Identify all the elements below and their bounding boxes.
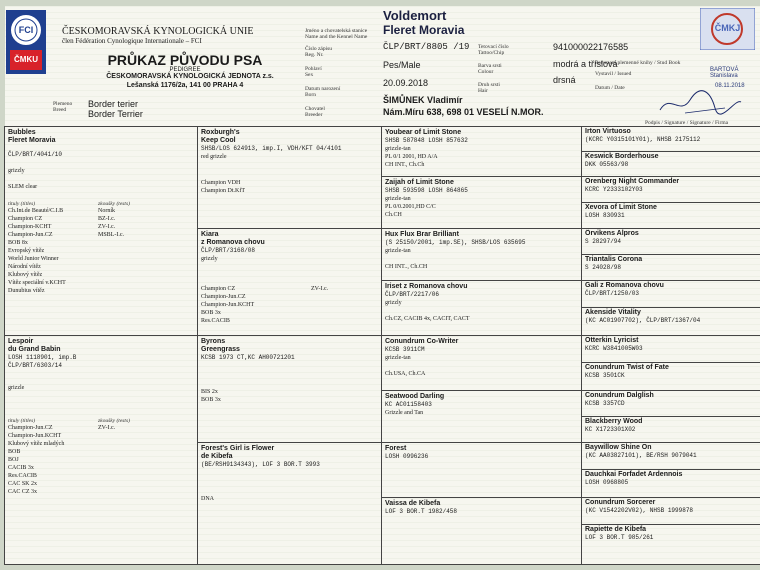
organisation-address: Lešanská 1176/2a, 141 00 PRAHA 4: [126, 82, 244, 89]
grandparent-4: Forest's Girl is Flower de Kibefa (BE/RSH9134343), LOF 3 BOR.T 3993 DNA: [198, 443, 382, 565]
gen4-6: Triantalis Corona S 24028/98: [582, 255, 760, 281]
gen4-1: Irton Virtuoso (KCRC Y0315101Y01), NHSB 2175112: [582, 127, 760, 152]
gen4-3: Orenberg Night Commander KCRC Y2333102Y03: [582, 177, 760, 203]
gen4-14: Dauchkai Forfadet Ardennois LOSH 0968805: [582, 470, 760, 498]
parent-dam: Lespoir du Grand Babin LOSH 1118901, imp.B ČLP/BRT/6303/14 grizzle tituly (titles) zkoušky (tests) Champion-Jun.CZ Champion-Jun.KCHT Klubový vítěz mladých BOB BOJ CACIB 3x Res.CACIB CAC SK 2x CAC CZ 3x ZV-I.c.: [5, 336, 198, 565]
dog-colour: modrá a tříslová: [553, 59, 618, 69]
gen4-5: Örvikens Alpros S 28297/94: [582, 229, 760, 255]
dog-born: 20.09.2018: [383, 78, 429, 88]
stamp-block: Potvrzení plemenné knihy / Stud Book Vystavil / Issued Datum / Date: [595, 60, 681, 91]
fci-membership: člen Fédération Cynologique Internationale – FCI: [62, 37, 202, 45]
gen4-16: Rapiette de Kibefa LOF 3 BOR.T 985/261: [582, 525, 760, 565]
sire-titles-table: tituly (titles) zkoušky (tests): [8, 201, 130, 207]
fci-logo: [6, 10, 46, 74]
parent-sire: Bubbles Fleret Moravia ČLP/BRT/4041/10 grizzly SLEM clear tituly (titles) zkoušky (tests) Ch.Int.de Beauté/C.I.B Champion CZ Champion-KCHT Champion-Jun.CZ BOB 8x Evropský vítěz World Junior Winner Národní vítěz Klubový vítěz Vítěz speciální v.KCHT Dunubius vítěz Norník BZ-I.c. ZV-I.c. MSBL-I.c.: [5, 127, 198, 336]
top-border: [0, 0, 760, 6]
grandparent-2-titles: Champion CZ Champion-Jun.CZ Champion-Jun.KCHT BOB 3x Res.CACIB ZV-I.c.: [201, 286, 329, 324]
gen4-13: Baywillow Shine On (KC AA03827101), BE/RSH 9079041: [582, 443, 760, 470]
cmku-logo-text: ČMKU: [14, 55, 38, 64]
gen4-11: Conundrum Dalglish KCSB 3357CD: [582, 391, 760, 417]
gen4-10: Conundrum Twist of Fate KCSB 3501CK: [582, 363, 760, 391]
great-grandparent-4: Iriset z Romanova chovu ČLP/BRT/2217/06 grizzly Ch.CZ, CACIB 4x, CACIT, CACT: [382, 281, 582, 336]
breed-label: Plemeno Breed: [53, 101, 73, 113]
dog-chip: 941000022176585: [553, 42, 629, 52]
stamp-date: 08.11.2018: [715, 83, 745, 89]
gen4-15: Conundrum Sorcerer (KC V1542202V02), NHSB 1999878: [582, 498, 760, 525]
issuing-organisation: ČESKOMORAVSKÁ KYNOLOGICKÁ JEDNOTA z.s.: [106, 73, 274, 80]
gen4-8: Akenside Vitality (KC AC01907702), ČLP/BRT/1367/04: [582, 308, 760, 336]
dam-titles-table: tituly (titles) zkoušky (tests): [8, 418, 130, 424]
sire-titles-list: Ch.Int.de Beauté/C.I.B Champion CZ Champion-KCHT Champion-Jun.CZ BOB 8x Evropský vítěz World Junior Winner Národní vítěz Klubový vítěz Vítěz speciální v.KCHT Dunubius vítěz Norník BZ-I.c. ZV-I.c. MSBL-I.c.: [8, 208, 124, 294]
gen4-12: Blackberry Wood KC X1723301X02: [582, 417, 760, 443]
grandparent-2: Kiara z Romanova chovu ČLP/BRT/3168/08 grizzly Champion CZ Champion-Jun.CZ Champion-Jun.KCHT BOB 3x Res.CACIB ZV-I.c.: [198, 229, 382, 336]
great-grandparent-6: Seatwood Darling KC AC01158403 Grizzle and Tan: [382, 391, 582, 443]
stamp-issuer: BARTOVÁ Stanislava: [710, 67, 739, 79]
great-grandparent-8: Vaissa de Kibefa LOF 3 BOR.T 1982/458: [382, 498, 582, 565]
great-grandparent-1: Youbear of Limit Stone SHSB 587848 LOSH 857632 grizzle-tan PL 0/1 2001, HD A/A CH INT., Ch.Ch: [382, 127, 582, 177]
dog-breeder-address: Nám.Míru 638, 698 01 VESELÍ N.MOR.: [383, 107, 544, 117]
dog-reg-number: ČLP/BRT/8805 /19: [383, 42, 470, 52]
gen4-7: Gali z Romanova chovu ČLP/BRT/1250/03: [582, 281, 760, 308]
gen4-4: Xevora of Limit Stone LOSH 830931: [582, 203, 760, 229]
gen4-2: Keswick Borderhouse DKK 05563/98: [582, 152, 760, 177]
cmkj-logo-text: ČMKJ: [714, 23, 741, 33]
great-grandparent-2: Zaijah of Limit Stone SHSB 593598 LOSH 864865 grizzle-tan PL 0/0.2001,HD C/C Ch.CH: [382, 177, 582, 229]
grandparent-3: Byrons Greengrass KCSB 1973 CT,KC AH00721201 BIS 2x BOB 3x: [198, 336, 382, 443]
great-grandparent-3: Hux Flux Brar Brilliant (S 25150/2001, imp.SE), SHSB/LOS 635695 grizzle-tan CH INT.., Ch.CH: [382, 229, 582, 281]
great-grandparent-7: Forest LOSH 0996236: [382, 443, 582, 498]
dog-kennel: Fleret Moravia: [383, 23, 465, 37]
right-field-labels: Tetovací číslo Tattoo/Chip Barva srsti Colour Druh srsti Hair: [478, 44, 509, 94]
gen4-9: Otterkin Lyricist KCRC W3841005W03: [582, 336, 760, 363]
header-block: [62, 26, 302, 45]
dog-sex: Pes/Male: [383, 60, 421, 70]
great-grandparent-5: Conundrum Co-Writer KCSB 3911CM grizzle-tan Ch.USA, Ch.CA: [382, 336, 582, 391]
signature-scribble: [655, 88, 745, 118]
dam-titles-list: Champion-Jun.CZ Champion-Jun.KCHT Klubový vítěz mladých BOB BOJ CACIB 3x Res.CACIB CAC SK 2x CAC CZ 3x ZV-I.c.: [8, 425, 116, 495]
document-title: PRŮKAZ PŮVODU PSA: [107, 52, 263, 68]
signature-label: Podpis / Signature / Signature / Firma: [645, 120, 729, 126]
dog-name: Voldemort: [383, 8, 447, 23]
fci-logo-text: FCI: [18, 25, 34, 35]
dog-hair: drsná: [553, 75, 576, 85]
grandparent-1: Roxburgh's Keep Cool SHSB/LOS 624913, imp.I, VDH/KFT 04/4101 red grizzle Champion VDH Champion Dt.KfT: [198, 127, 382, 229]
pedigree-table: [4, 126, 760, 565]
document-subtitle: PEDIGREE: [169, 67, 201, 73]
club-name: ČESKOMORAVSKÁ KYNOLOGICKÁ UNIE: [62, 26, 254, 37]
field-labels: Jméno a chovatelská stanice Name and the Kennel Name Číslo zápisu Reg. Nr. Pohlaví Sex Datum narození Born Chovatel Breeder: [305, 28, 368, 118]
cmkj-stamp-logo: [700, 8, 755, 50]
breed-value: Border terier Border Terrier: [88, 99, 143, 119]
dog-breeder: ŠIMŮNEK Vladimír: [383, 95, 463, 105]
